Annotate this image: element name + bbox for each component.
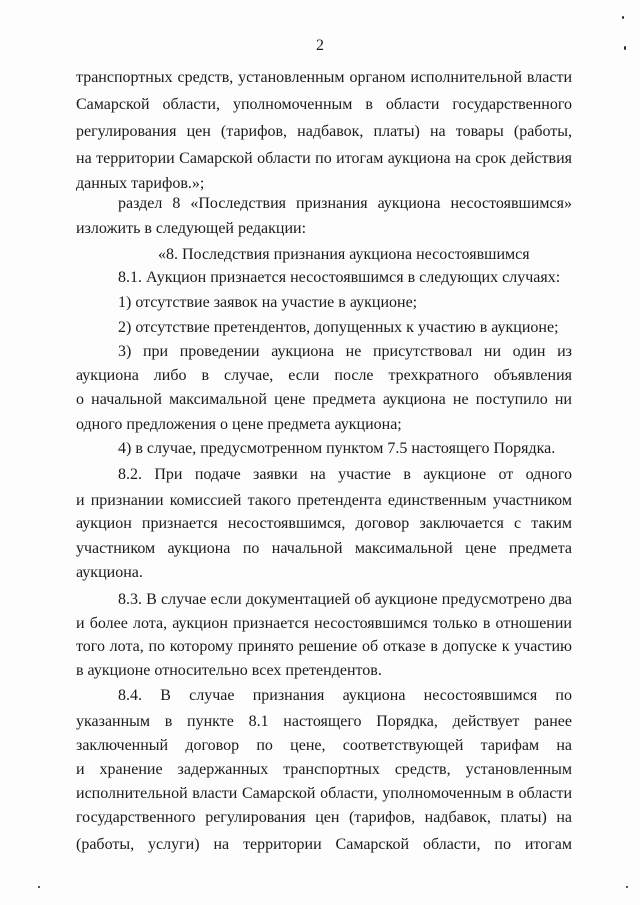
text-line: раздел 8 «Последствия признания аукциона несостоявшимся»	[118, 195, 572, 212]
text-line: регулирования цен (тарифов, надбавок, платы) на товары (работы,	[76, 123, 572, 140]
scan-speck	[622, 16, 624, 19]
scan-speck	[624, 46, 626, 50]
scan-speck	[626, 886, 628, 888]
text-line: одного предложения о цене предмета аукциона;	[76, 416, 402, 433]
text-line: и признании комиссией такого претендента единственным участником	[76, 492, 572, 509]
text-line: 2) отсутствие претендентов, допущенных к участию в аукционе;	[118, 319, 559, 336]
text-line: на территории Самарской области по итогам аукциона на срок действия	[76, 150, 572, 167]
text-line: 4) в случае, предусмотренном пунктом 7.5 настоящего Порядка.	[118, 440, 556, 457]
text-line: заключенный договор по цене, соответствующей тарифам на	[76, 737, 572, 754]
text-line: (работы, услуги) на территории Самарской области, по итогам	[76, 836, 572, 853]
text-line: Самарской области, уполномоченным в области государственного	[76, 96, 572, 113]
text-line: и более лота, аукцион признается несостоявшимся только в отношении	[76, 615, 572, 632]
text-line: аукциона либо в случае, если после трехкратного объявления	[76, 367, 572, 384]
text-line: о начальной максимальной цене предмета аукциона не поступило ни	[76, 391, 572, 408]
text-line: того лота, по которому принято решение об отказе в допуске к участию	[76, 638, 572, 655]
text-line: участником аукциона по начальной максимальной цене предмета	[76, 540, 572, 557]
text-line: указанным в пункте 8.1 настоящего Порядка, действует ранее	[76, 713, 572, 730]
text-line: аукцион признается несостоявшимся, договор заключается с таким	[76, 515, 572, 532]
text-line: исполнительной власти Самарской области, уполномоченным в области	[76, 785, 572, 802]
text-line: данных тарифов.»;	[76, 175, 205, 192]
section-heading: «8. Последствия признания аукциона несостоявшимся	[158, 246, 530, 263]
text-line: изложить в следующей редакции:	[76, 220, 307, 237]
text-line: 8.2. При подаче заявки на участие в аукционе от одного	[118, 466, 572, 483]
text-line: аукциона.	[76, 564, 143, 581]
page-number: 2	[316, 37, 324, 54]
text-line: транспортных средств, установленным органом исполнительной власти	[76, 69, 572, 86]
text-line: 8.4. В случае признания аукциона несостоявшимся по	[118, 687, 572, 704]
text-line: в аукционе относительно всех претендентов.	[76, 662, 382, 679]
text-line: 1) отсутствие заявок на участие в аукционе;	[118, 294, 418, 311]
text-line: и хранение задержанных транспортных средств, установленным	[76, 761, 572, 778]
text-line: 8.3. В случае если документацией об аукционе предусмотрено два	[118, 591, 572, 608]
text-line: 3) при проведении аукциона не присутствовал ни один из	[118, 343, 572, 360]
text-line: 8.1. Аукцион признается несостоявшимся в следующих случаях:	[118, 269, 561, 286]
scan-speck	[38, 886, 40, 888]
text-line: государственного регулирования цен (тарифов, надбавок, платы) на	[76, 809, 572, 826]
